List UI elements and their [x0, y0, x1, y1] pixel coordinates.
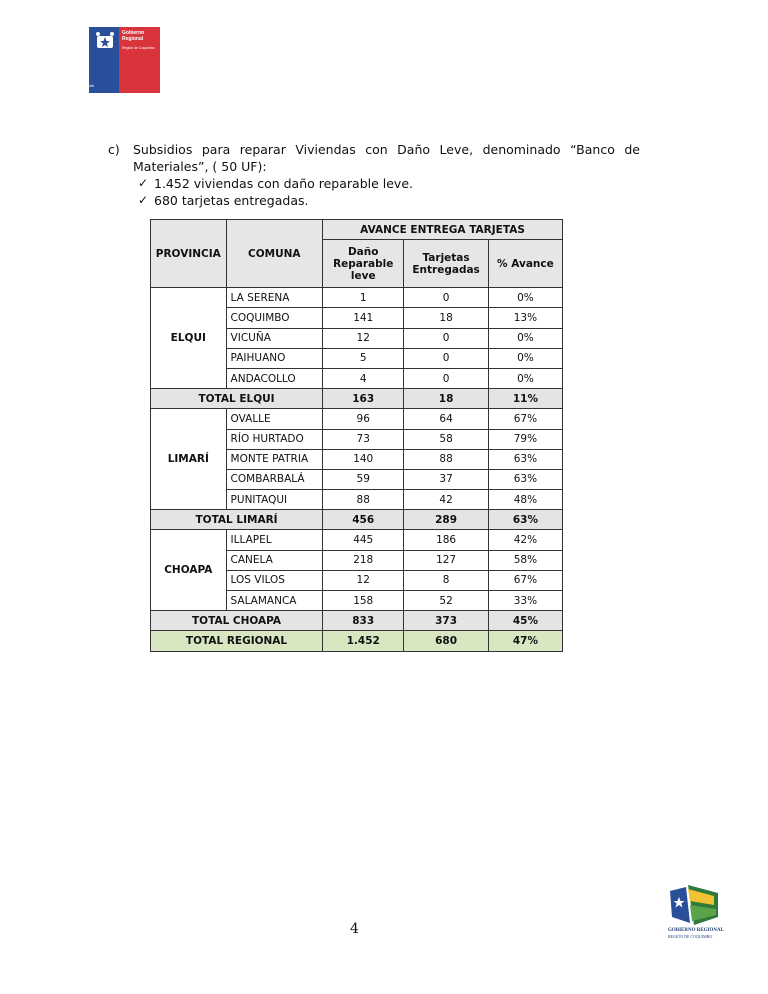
- total-dano-cell: 163: [323, 389, 404, 409]
- total-row: [151, 389, 563, 409]
- avance-cell: 42%: [488, 530, 562, 550]
- comuna-cell: ANDACOLLO: [226, 368, 323, 388]
- dano-cell: 5: [323, 348, 404, 368]
- footer-logo-line-2: REGIÓN DE COQUIMBO: [668, 934, 713, 939]
- checkmark-icon: ✓: [138, 193, 149, 207]
- comuna-cell: COMBARBALÁ: [226, 469, 323, 489]
- tarjetas-cell: 88: [404, 449, 488, 469]
- logo-red-band: [119, 27, 160, 93]
- total-row: [151, 611, 563, 631]
- tarjetas-cell: 18: [404, 308, 488, 328]
- regional-dano-cell: 1.452: [323, 631, 404, 651]
- logo-line-1: Gobierno: [122, 30, 145, 36]
- provincia-cell: ELQUI: [151, 288, 227, 389]
- dano-cell: 88: [323, 490, 404, 510]
- tarjetas-cell: 0: [404, 288, 488, 308]
- coat-of-arms-icon: [93, 30, 117, 52]
- provincia-cell: CHOAPA: [151, 530, 227, 611]
- checkmark-icon: ✓: [138, 176, 149, 190]
- dano-cell: 59: [323, 469, 404, 489]
- header-avance: % Avance: [488, 240, 562, 288]
- header-tarjetas: Tarjetas Entregadas: [404, 240, 488, 288]
- paragraph-c: [108, 141, 640, 175]
- total-tarjetas-cell: 373: [404, 611, 488, 631]
- dano-cell: 12: [323, 570, 404, 590]
- avance-tarjetas-table: [150, 219, 563, 652]
- tarjetas-cell: 52: [404, 591, 488, 611]
- dano-cell: 218: [323, 550, 404, 570]
- bullet-list: [138, 175, 640, 209]
- table-row: [151, 530, 563, 550]
- avance-cell: 0%: [488, 328, 562, 348]
- bullet-text: 1.452 viviendas con daño reparable leve.: [154, 176, 413, 191]
- comuna-cell: SALAMANCA: [226, 591, 323, 611]
- dano-cell: 73: [323, 429, 404, 449]
- coquimbo-emblem-icon: [668, 883, 720, 927]
- avance-cell: 63%: [488, 469, 562, 489]
- tarjetas-cell: 0: [404, 348, 488, 368]
- tarjetas-cell: 64: [404, 409, 488, 429]
- page-number: 4: [350, 921, 359, 937]
- avance-cell: 0%: [488, 288, 562, 308]
- tarjetas-cell: 0: [404, 368, 488, 388]
- regional-label-cell: TOTAL REGIONAL: [151, 631, 323, 651]
- comuna-cell: VICUÑA: [226, 328, 323, 348]
- paragraph-label: c): [108, 142, 120, 157]
- total-label-cell: TOTAL ELQUI: [151, 389, 323, 409]
- header-provincia: PROVINCIA: [151, 220, 227, 288]
- bullet-text: 680 tarjetas entregadas.: [154, 193, 309, 208]
- dano-cell: 158: [323, 591, 404, 611]
- dano-cell: 445: [323, 530, 404, 550]
- total-dano-cell: 456: [323, 510, 404, 530]
- header-comuna: COMUNA: [226, 220, 323, 288]
- comuna-cell: OVALLE: [226, 409, 323, 429]
- tarjetas-cell: 58: [404, 429, 488, 449]
- total-dano-cell: 833: [323, 611, 404, 631]
- total-avance-cell: 63%: [488, 510, 562, 530]
- total-avance-cell: 45%: [488, 611, 562, 631]
- regional-total-row: [151, 631, 563, 651]
- dano-cell: 141: [323, 308, 404, 328]
- dano-cell: 140: [323, 449, 404, 469]
- total-label-cell: TOTAL CHOAPA: [151, 611, 323, 631]
- dano-cell: 1: [323, 288, 404, 308]
- avance-cell: 67%: [488, 570, 562, 590]
- tarjetas-cell: 37: [404, 469, 488, 489]
- bullet-item: [138, 175, 640, 192]
- header-dano: Daño Reparable leve: [323, 240, 404, 288]
- logo-line-3: Región de Coquimbo: [122, 46, 155, 50]
- header-group: AVANCE ENTREGA TARJETAS: [323, 220, 563, 240]
- avance-cell: 0%: [488, 368, 562, 388]
- table-row: [151, 288, 563, 308]
- tarjetas-cell: 186: [404, 530, 488, 550]
- avance-cell: 58%: [488, 550, 562, 570]
- comuna-cell: PAIHUANO: [226, 348, 323, 368]
- avance-cell: 48%: [488, 490, 562, 510]
- provincia-cell: LIMARÍ: [151, 409, 227, 510]
- gobierno-regional-logo: [62, 27, 160, 93]
- avance-cell: 13%: [488, 308, 562, 328]
- avance-cell: 79%: [488, 429, 562, 449]
- comuna-cell: RÍO HURTADO: [226, 429, 323, 449]
- avance-cell: 0%: [488, 348, 562, 368]
- logo-line-2: Regional: [122, 36, 144, 42]
- bullet-item: [138, 192, 640, 209]
- total-tarjetas-cell: 18: [404, 389, 488, 409]
- comuna-cell: MONTE PATRIA: [226, 449, 323, 469]
- regional-tarjetas-cell: 680: [404, 631, 488, 651]
- comuna-cell: LA SERENA: [226, 288, 323, 308]
- table-row: [151, 409, 563, 429]
- dano-cell: 96: [323, 409, 404, 429]
- dano-cell: 4: [323, 368, 404, 388]
- comuna-cell: CANELA: [226, 550, 323, 570]
- regional-avance-cell: 47%: [488, 631, 562, 651]
- logo-title: [122, 30, 144, 42]
- gobierno-regional-coquimbo-logo: [668, 883, 726, 939]
- tarjetas-cell: 42: [404, 490, 488, 510]
- total-avance-cell: 11%: [488, 389, 562, 409]
- comuna-cell: PUNITAQUI: [226, 490, 323, 510]
- logo-blue-band: [62, 27, 119, 93]
- table-body: [151, 288, 563, 651]
- comuna-cell: LOS VILOS: [226, 570, 323, 590]
- paragraph-text: Subsidios para reparar Viviendas con Daño Leve, denominado “Banco de Materiales”, ( 50 UF):: [133, 142, 640, 174]
- avance-cell: 67%: [488, 409, 562, 429]
- body-text: [108, 141, 640, 209]
- footer-logo-line-1: GOBIERNO REGIONAL: [668, 928, 724, 933]
- comuna-cell: ILLAPEL: [226, 530, 323, 550]
- total-tarjetas-cell: 289: [404, 510, 488, 530]
- avance-cell: 63%: [488, 449, 562, 469]
- total-row: [151, 510, 563, 530]
- logo-footer-text: Gobierno de Chile: [62, 83, 95, 88]
- comuna-cell: COQUIMBO: [226, 308, 323, 328]
- dano-cell: 12: [323, 328, 404, 348]
- total-label-cell: TOTAL LIMARÍ: [151, 510, 323, 530]
- avance-cell: 33%: [488, 591, 562, 611]
- header-row: [151, 220, 563, 240]
- tarjetas-cell: 8: [404, 570, 488, 590]
- tarjetas-cell: 127: [404, 550, 488, 570]
- tarjetas-cell: 0: [404, 328, 488, 348]
